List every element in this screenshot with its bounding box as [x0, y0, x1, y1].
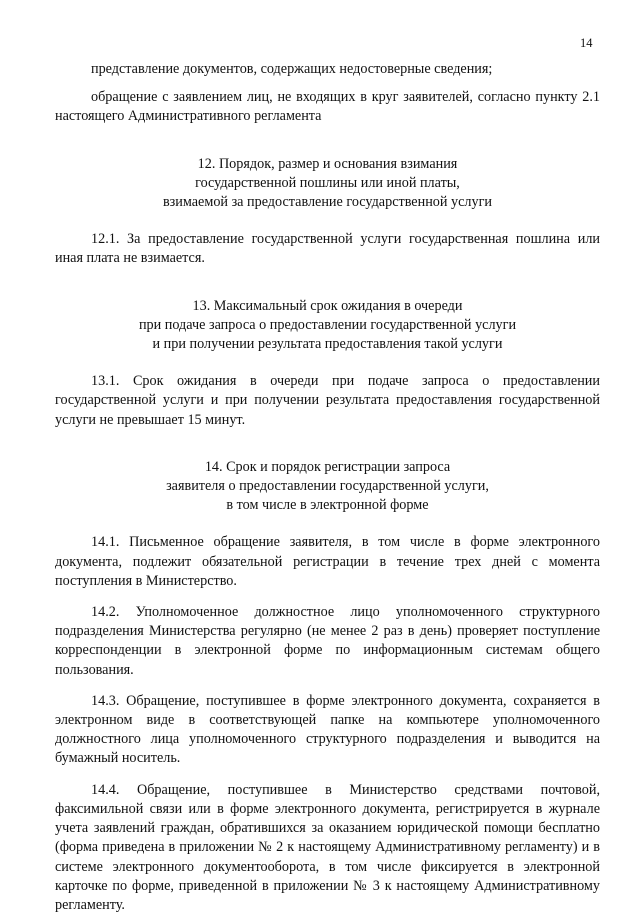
paragraph-13-1: 13.1. Срок ожидания в очереди при подаче запроса о предоставлении государственной услуги и при получении результата предоставления государственной услуги не превышает 15 минут.: [55, 373, 600, 428]
document-body: [55, 60, 600, 915]
paragraph-12-1: 12.1. За предоставление государственной услуги государственная пошлина или иная плата не взимается.: [55, 231, 600, 267]
section-12-heading: [55, 155, 600, 213]
section-13-heading-line: и при получении результата предоставления такой услуги: [152, 336, 503, 353]
section-13-heading-line: при подаче запроса о предоставлении государственной услуги: [138, 316, 517, 333]
section-12-heading-line: взимаемой за предоставление государственной услуги: [162, 194, 492, 211]
paragraph-14-4: 14.4. Обращение, поступившее в Министерство средствами почтовой, факсимильной связи или в форме электронного документа, регистрируется в журнале учета заявлений граждан, обратившихся за оказанием юридической помощи бесплатно (форма приведена в приложении № 2 к настоящему Административному регламенту) и в системе электронного документооборота, в том числе фиксируется в электронной карточке по форме, приведенной в приложении № 3 к настоящему Административному регламенту.: [55, 781, 600, 913]
section-13-heading: [55, 297, 600, 355]
section-12-heading-line: 12. Порядок, размер и основания взимания: [197, 155, 458, 172]
paragraph-invalid-documents: представление документов, содержащих недостоверные сведения;: [91, 61, 493, 77]
paragraph-14-2: 14.2. Уполномоченное должностное лицо уполномоченного структурного подразделения Министерства регулярно (не менее 2 раз в день) проверяет поступление корреспонденции в электронной форме по информационным системам общего пользования.: [55, 604, 600, 678]
paragraph-14-1: 14.1. Письменное обращение заявителя, в том числе в форме электронного документа, подлежит обязательной регистрации в течение трех дней с момента поступления в Министерство.: [55, 534, 600, 589]
paragraph-ineligible-applicants: обращение с заявлением лиц, не входящих в круг заявителей, согласно пункту 2.1 настоящего Административного регламента: [55, 89, 600, 125]
section-12-heading-line: государственной пошлины или иной платы,: [195, 174, 460, 191]
section-14-heading: [55, 458, 600, 516]
paragraph-14-3: 14.3. Обращение, поступившее в форме электронного документа, сохраняется в электронном виде в соответствующей папке на компьютере уполномоченного должностного лица уполномоченного структурного подразделения и выводится на бумажный носитель.: [55, 692, 600, 767]
section-13-heading-line: 13. Максимальный срок ожидания в очереди: [192, 297, 463, 314]
section-14-heading-line: в том числе в электронной форме: [226, 497, 429, 514]
page-number: 14: [580, 36, 593, 50]
section-14-heading-line: заявителя о предоставлении государственной услуги,: [166, 478, 489, 495]
section-14-heading-line: 14. Срок и порядок регистрации запроса: [204, 458, 451, 475]
